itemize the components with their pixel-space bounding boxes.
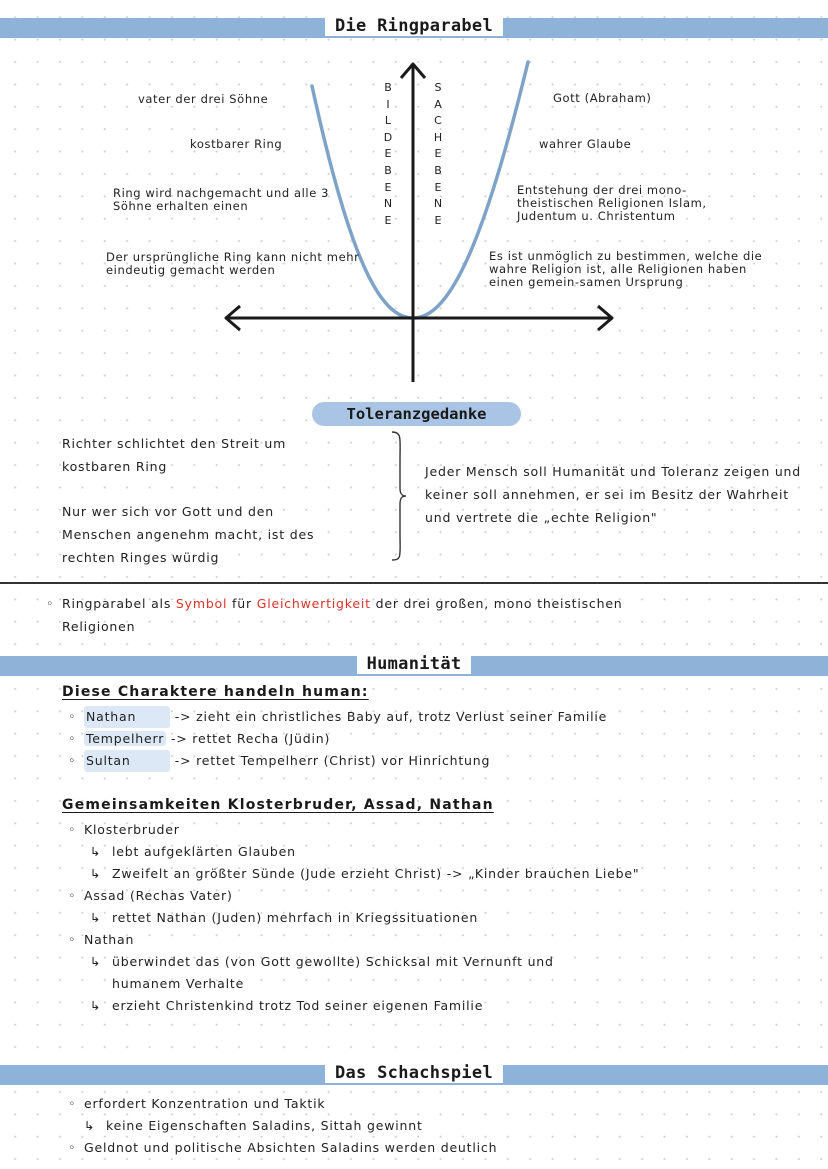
list-item: ◦ Assad (Rechas Vater) <box>68 888 233 903</box>
toleranz-left-2: Nur wer sich vor Gott und den Menschen angenehm macht, ist des rechten Ringes würdig <box>62 504 315 565</box>
bildebene-label: B I L D E B E N E <box>383 81 393 227</box>
note-right-3: Entstehung der drei mono-theistischen Religionen Islam, Judentum u. Christentum <box>517 183 707 223</box>
section-title-ringparabel: Die Ringparabel <box>0 16 828 36</box>
symbol-word: Symbol <box>175 596 228 611</box>
note-left-1: vater der drei Söhne <box>138 92 269 106</box>
bullet-icon: ◦ <box>46 596 55 611</box>
list-item: ↳ keine Eigenschaften Saladins, Sittah gewinnt <box>84 1115 497 1137</box>
toleranz-right: Jeder Mensch soll Humanität und Toleranz zeigen und keiner soll annehmen, er sei im Besitz der Wahrheit und vertrete die „echte Religion" <box>425 464 802 525</box>
toleranz-heading: Toleranzgedanke <box>312 402 521 426</box>
section-title-schach: Das Schachspiel <box>0 1063 828 1083</box>
return-arrow-icon: ↳ <box>90 954 102 969</box>
gemeinsamkeiten-list <box>68 819 640 1017</box>
toleranz-left-1: Richter schlichtet den Streit um kostbaren Ring <box>62 436 287 474</box>
list-item: ◦ Nathan -> zieht ein christliches Baby auf, trotz Verlust seiner Familie <box>84 706 607 728</box>
schach-list <box>68 1093 498 1159</box>
list-item: ↳ rettet Nathan (Juden) mehrfach in Kriegssituationen <box>90 907 639 929</box>
list-item: ↳ Zweifelt an größter Sünde (Jude erzieht Christ) -> „Kinder brauchen Liebe" <box>90 863 639 885</box>
divider-line <box>0 582 828 584</box>
list-item: ◦ Nathan <box>68 932 135 947</box>
sachebene-label: S A C H E B E N E <box>433 81 443 227</box>
list-item: humanem Verhalte <box>112 976 245 991</box>
gleichwertigkeit-word: Gleichwertigkeit <box>256 596 371 611</box>
list-item: ↳ überwindet das (von Gott gewollte) Schicksal mit Vernunft und <box>90 951 639 973</box>
curly-brace <box>388 430 408 562</box>
section-title-humanitaet: Humanität <box>0 654 828 674</box>
list-item: ↳ lebt aufgeklärten Glauben <box>90 841 639 863</box>
return-arrow-icon: ↳ <box>90 910 102 925</box>
return-arrow-icon: ↳ <box>90 844 102 859</box>
note-left-2: kostbarer Ring <box>190 137 283 151</box>
list-item: ◦ Geldnot und politische Absichten Saladins werden deutlich <box>68 1140 498 1155</box>
note-right-1: Gott (Abraham) <box>553 91 652 105</box>
list-item: ◦ Sultan -> rettet Tempelherr (Christ) vor Hinrichtung <box>84 750 607 772</box>
list-item: ◦ Klosterbruder <box>68 822 180 837</box>
list-item: ◦ erfordert Konzentration und Taktik <box>68 1096 326 1111</box>
return-arrow-icon: ↳ <box>90 866 102 881</box>
return-arrow-icon: ↳ <box>90 998 102 1013</box>
note-right-4: Es ist unmöglich zu bestimmen, welche die wahre Religion ist, alle Religionen haben einen gemein-samen Ursprung <box>489 249 763 289</box>
note-left-4: Der ursprüngliche Ring kann nicht mehr eindeutig gemacht werden <box>106 250 360 277</box>
list-item: ◦ Tempelherr -> rettet Recha (Jüdin) <box>68 731 331 746</box>
note-right-2: wahrer Glaube <box>539 137 632 151</box>
gemeinsamkeiten-heading: Gemeinsamkeiten Klosterbruder, Assad, Nathan <box>62 797 494 813</box>
humane-characters-heading: Diese Charaktere handeln human: <box>62 684 369 700</box>
list-item: ↳ erzieht Christenkind trotz Tod seiner eigenen Familie <box>90 995 639 1017</box>
humane-characters-list <box>68 706 608 772</box>
ringsymbol-text: ◦ Ringparabel als Symbol für Gleichwertigkeit der drei großen, mono theistischen Religionen <box>62 592 822 638</box>
note-left-3: Ring wird nachgemacht und alle 3 Söhne erhalten einen <box>113 186 330 213</box>
return-arrow-icon: ↳ <box>84 1118 96 1133</box>
